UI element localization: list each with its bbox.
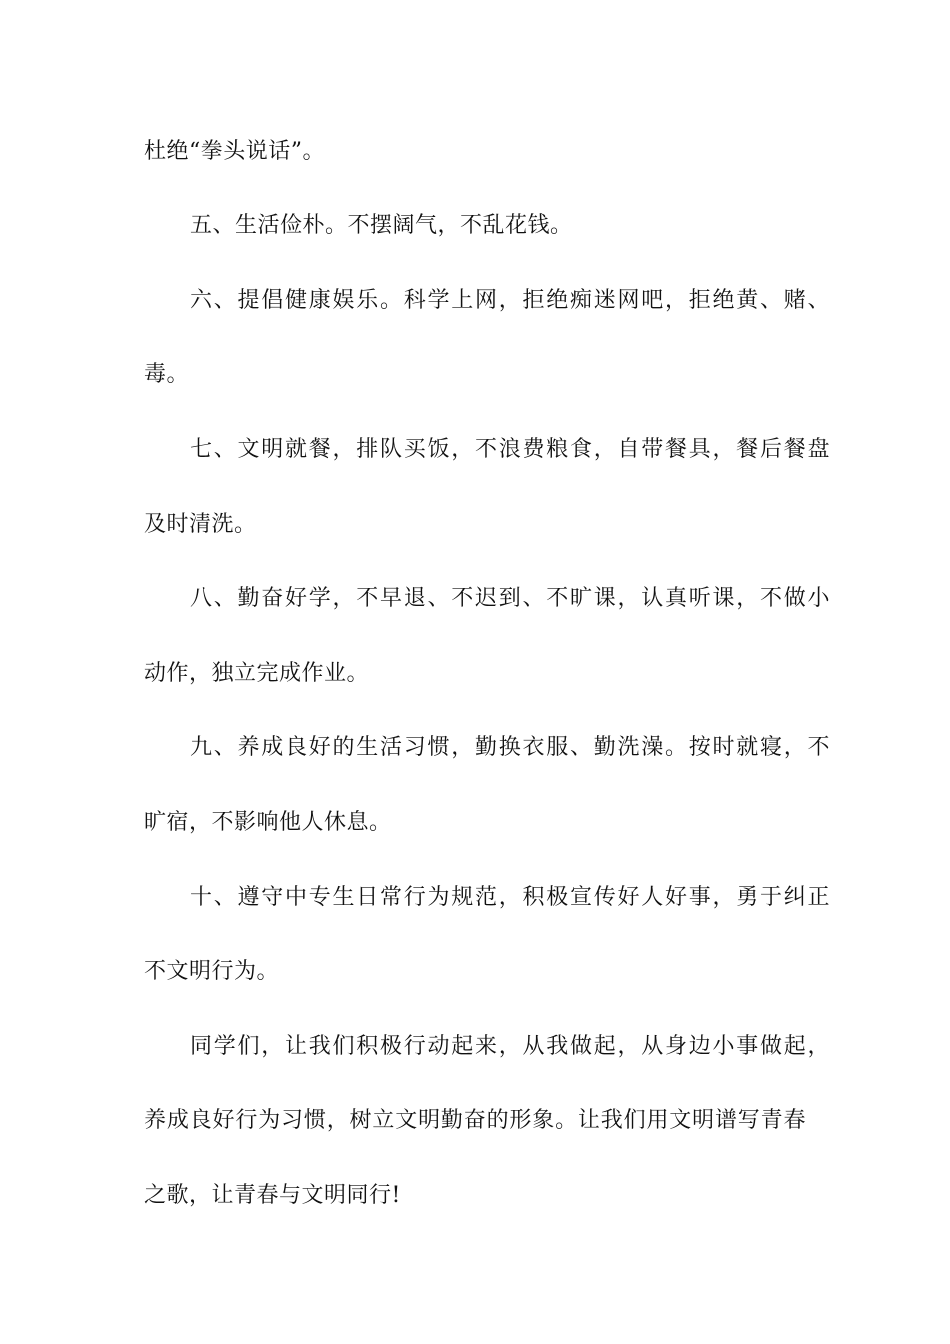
text-line-4: 毒。 [144,362,190,387]
text-line-9: 九、养成良好的生活习惯，勤换衣服、勤洗澡。按时就寝，不 [190,735,830,760]
text-line-11: 十、遵守中专生日常行为规范，积极宣传好人好事，勇于纠正 [190,885,830,910]
text-line-7: 八、勤奋好学，不早退、不迟到、不旷课，认真听课，不做小 [190,586,830,611]
text-line-2: 五、生活俭朴。不摆阔气，不乱花钱。 [190,213,573,238]
text-line-10: 旷宿，不影响他人休息。 [144,810,392,835]
text-line-12: 不文明行为。 [144,959,280,984]
text-line-6: 及时清洗。 [144,512,257,537]
text-line-5: 七、文明就餐，排队买饭，不浪费粮食，自带餐具，餐后餐盘 [190,437,830,462]
text-line-8: 动作，独立完成作业。 [144,661,370,686]
text-line-13: 同学们，让我们积极行动起来，从我做起，从身边小事做起， [190,1034,830,1059]
text-line-14: 养成良好行为习惯，树立文明勤奋的形象。让我们用文明谱写青春 [144,1108,806,1133]
text-line-1: 杜绝“拳头说话”。 [144,139,325,164]
text-line-3: 六、提倡健康娱乐。科学上网，拒绝痴迷网吧，拒绝黄、赌、 [190,288,830,313]
text-line-15: 之歌，让青春与文明同行! [144,1183,401,1208]
